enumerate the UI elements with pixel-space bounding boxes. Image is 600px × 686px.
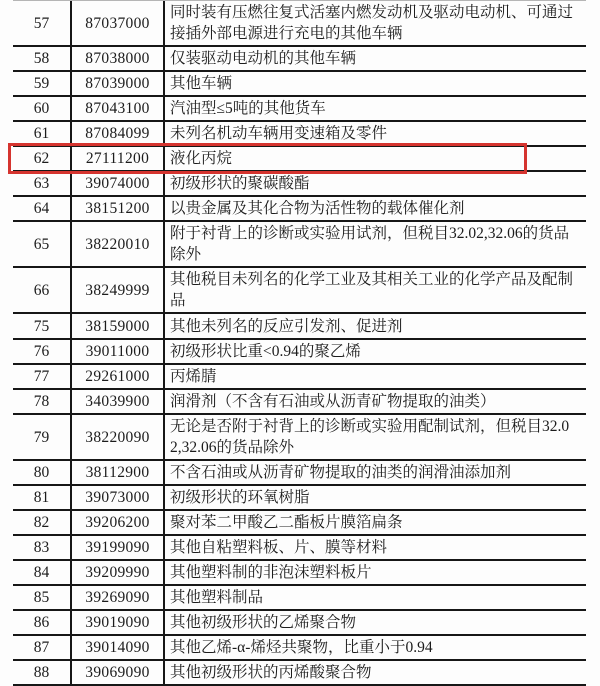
description-cell: 润滑剂（不含有石油或从沥青矿物提取的油类） [170, 393, 496, 410]
row-number-cell: 88 [13, 661, 72, 684]
row-number-cell: 83 [13, 536, 72, 559]
hs-code-cell: 38249999 [72, 268, 165, 312]
row-number-cell: 82 [13, 511, 72, 534]
hs-code-cell: 38220010 [72, 222, 165, 266]
table-row [13, 340, 586, 365]
table-row [13, 586, 586, 611]
description-cell: 液化丙烷 [170, 150, 233, 167]
description-cell: 初级形状的环氧树脂 [170, 489, 310, 506]
hs-code-cell: 39199090 [72, 536, 165, 559]
row-number-cell: 66 [13, 268, 72, 312]
description-cell: 其他初级形状的丙烯酸聚合物 [170, 664, 372, 681]
hs-code-cell: 39269090 [72, 586, 165, 609]
hs-code-cell: 39069090 [72, 661, 165, 684]
table-row [13, 197, 586, 222]
description-cell: 初级形状比重<0.94的聚乙烯 [170, 343, 361, 360]
description-cell: 未列名机动车辆用变速箱及零件 [170, 125, 388, 142]
table-row [13, 390, 586, 415]
hs-code-cell: 87039000 [72, 72, 165, 95]
hs-code-cell: 87043100 [72, 97, 165, 120]
hs-code-cell: 39209990 [72, 561, 165, 584]
table-row [13, 461, 586, 486]
row-number-cell: 60 [13, 97, 72, 120]
table-row [13, 536, 586, 561]
row-number-cell: 64 [13, 197, 72, 220]
table-row [13, 47, 586, 72]
row-number-cell: 85 [13, 586, 72, 609]
description-cell: 同时装有压燃往复式活塞内燃发动机及驱动电动机、可通过接插外部电源进行充电的其他车辆 [170, 4, 574, 42]
row-number-cell: 84 [13, 561, 72, 584]
row-number-cell: 79 [13, 415, 72, 459]
hs-code-cell: 34039900 [72, 390, 165, 413]
row-number-cell: 61 [13, 122, 72, 145]
description-cell: 不含石油或从沥青矿物提取的油类的润滑油添加剂 [170, 464, 512, 481]
table-row [13, 268, 586, 314]
description-cell: 其他塑料制的非泡沫塑料板片 [170, 564, 372, 581]
description-cell: 以贵金属及其化合物为活性物的载体催化剂 [170, 200, 465, 217]
hs-code-cell: 39019090 [72, 611, 165, 634]
table-row [13, 122, 586, 147]
row-number-cell: 58 [13, 47, 72, 70]
table-row [13, 72, 586, 97]
hs-code-cell: 38220090 [72, 415, 165, 459]
description-cell: 其他税目未列名的化学工业及其相关工业的化学产品及配制品 [170, 271, 574, 309]
description-cell: 其他未列名的反应引发剂、促进剂 [170, 317, 403, 335]
hs-code-cell: 39074000 [72, 172, 165, 195]
description-cell: 汽油型≤5吨的其他货车 [170, 100, 326, 117]
hs-code-cell: 29261000 [72, 365, 165, 388]
table-row [13, 314, 586, 340]
table-row [13, 636, 586, 661]
row-number-cell: 57 [13, 1, 72, 45]
hs-code-cell: 87037000 [72, 1, 165, 45]
row-number-cell: 59 [13, 72, 72, 95]
description-cell: 无论是否附于衬背上的诊断或实验用配制试剂，但税目32.02,32.06的货品除外 [170, 418, 570, 456]
row-number-cell: 81 [13, 486, 72, 509]
hs-code-cell: 38112900 [72, 461, 165, 484]
table-row [13, 486, 586, 511]
row-number-cell: 63 [13, 172, 72, 195]
hs-code-cell: 38159000 [72, 314, 165, 338]
hs-code-cell: 39014090 [72, 636, 165, 659]
description-cell: 其他乙烯-α-烯烃共聚物，比重小于0.94 [170, 639, 433, 656]
description-cell: 其他初级形状的乙烯聚合物 [170, 614, 357, 631]
table-row [13, 147, 586, 172]
description-cell: 聚对苯二甲酸乙二酯板片膜箔扁条 [170, 514, 403, 531]
tariff-table [13, 0, 586, 686]
row-number-cell: 86 [13, 611, 72, 634]
table-row [13, 0, 586, 47]
description-cell: 仅装驱动电动机的其他车辆 [170, 50, 357, 67]
row-number-cell: 87 [13, 636, 72, 659]
hs-code-cell: 39073000 [72, 486, 165, 509]
hs-code-cell: 39206200 [72, 511, 165, 534]
description-cell: 附于衬背上的诊断或实验用试剂，但税目32.02,32.06的货品除外 [170, 225, 570, 263]
hs-code-cell: 27111200 [72, 147, 165, 170]
table-row [13, 97, 586, 122]
row-number-cell: 78 [13, 390, 72, 413]
table-row [13, 661, 586, 686]
description-cell: 其他车辆 [170, 75, 233, 92]
row-number-cell: 75 [13, 314, 72, 338]
hs-code-cell: 87038000 [72, 47, 165, 70]
description-cell: 丙烯腈 [170, 368, 217, 385]
hs-code-cell: 39011000 [72, 340, 165, 363]
row-number-cell: 62 [13, 147, 72, 170]
description-cell: 初级形状的聚碳酸酯 [170, 175, 310, 192]
row-number-cell: 80 [13, 461, 72, 484]
table-row [13, 611, 586, 636]
row-number-cell: 65 [13, 222, 72, 266]
table-row [13, 561, 586, 586]
row-number-cell: 76 [13, 340, 72, 363]
table-row [13, 365, 586, 390]
hs-code-cell: 87084099 [72, 122, 165, 145]
description-cell: 其他自粘塑料板、片、膜等材料 [170, 539, 388, 556]
hs-code-cell: 38151200 [72, 197, 165, 220]
table-row [13, 415, 586, 461]
row-number-cell: 77 [13, 365, 72, 388]
description-cell: 其他塑料制品 [170, 589, 264, 606]
table-row [13, 172, 586, 197]
table-row [13, 511, 586, 536]
table-row [13, 222, 586, 268]
